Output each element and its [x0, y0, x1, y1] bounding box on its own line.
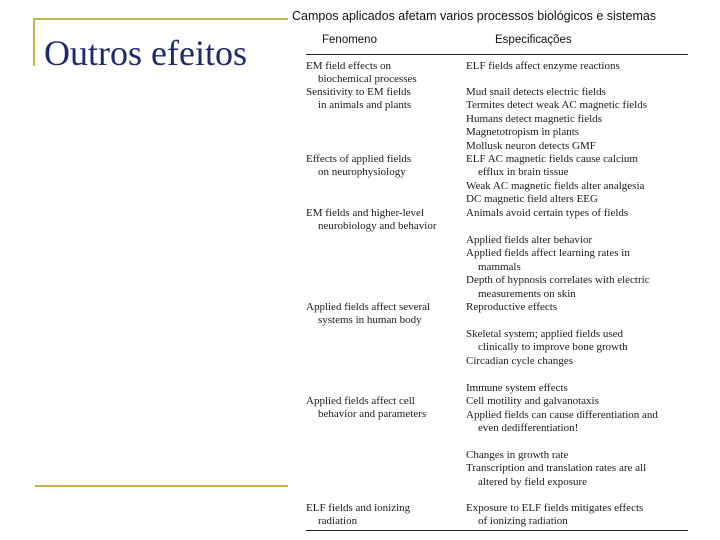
phenomenon-cell — [306, 153, 461, 180]
phenomenon-line: Sensitivity to EM fields — [306, 86, 411, 98]
specification-line: Circadian cycle changes — [466, 354, 573, 367]
specification-line: ELF fields affect enzyme reactions — [466, 60, 620, 72]
specification-line: efflux in brain tissue — [478, 166, 569, 179]
specification-line: mammals — [478, 260, 521, 273]
phenomenon-cell — [306, 86, 461, 113]
specification-group — [466, 328, 688, 368]
specification-line: Applied fields affect learning rates in — [466, 247, 630, 260]
accent-vertical-line — [33, 18, 35, 66]
specification-group — [466, 153, 688, 207]
phenomenon-line: Applied fields affect several — [306, 301, 431, 313]
specification-line: Cell motility and galvanotaxis — [466, 395, 599, 408]
phenomenon-cell — [306, 301, 461, 328]
specification-line: Changes in growth rate — [466, 449, 569, 461]
phenomenon-line: on neurophysiology — [318, 166, 406, 179]
specification-line: measurements on skin — [478, 287, 576, 300]
column-header-phenomenon: Fenomeno — [322, 34, 377, 46]
specification-line: DC magnetic field alters EEG — [466, 193, 598, 206]
phenomenon-line: Applied fields affect cell — [306, 395, 415, 407]
specification-line: Termites detect weak AC magnetic fields — [466, 99, 647, 112]
table-title: Campos aplicados afetam varios processos biológicos e sistemas — [292, 9, 657, 23]
specification-line: Animals avoid certain types of fields — [466, 207, 629, 219]
column-header-specifications: Especificações — [495, 34, 572, 46]
phenomenon-line: EM fields and higher-level — [306, 207, 424, 219]
specification-line: Immune system effects — [466, 382, 568, 394]
specification-group — [466, 502, 688, 529]
phenomenon-line: neurobiology and behavior — [318, 220, 437, 233]
specification-line: ELF AC magnetic fields cause calcium — [466, 153, 638, 165]
specification-line: Reproductive effects — [466, 301, 558, 314]
specification-line: Skeletal system; applied fields used — [466, 328, 624, 340]
specification-line: Exposure to ELF fields mitigates effects — [466, 502, 644, 514]
phenomenon-line: radiation — [318, 515, 358, 528]
phenomenon-cell — [306, 502, 461, 529]
accent-bottom-line — [35, 485, 288, 487]
slide-title: Outros efeitos — [44, 33, 247, 73]
specification-line: altered by field exposure — [478, 475, 588, 488]
specification-line: Applied fields can cause differentiation and — [466, 408, 658, 421]
specification-line: clinically to improve bone growth — [478, 341, 628, 354]
specification-group — [466, 60, 688, 73]
specification-line: Humans detect magnetic fields — [466, 112, 602, 125]
phenomenon-cell — [306, 207, 461, 234]
specification-line: Magnetotropism in plants — [466, 126, 580, 139]
phenomenon-cell — [306, 60, 461, 87]
phenomenon-line: systems in human body — [318, 314, 422, 327]
specification-line: Weak AC magnetic fields alter analgesia — [466, 179, 645, 192]
phenomenon-line: biochemical processes — [318, 73, 417, 86]
specification-group — [466, 86, 688, 153]
table-bottom-rule — [306, 530, 688, 531]
phenomenon-line: ELF fields and ionizing — [306, 502, 411, 514]
phenomenon-line: Effects of applied fields — [306, 153, 412, 165]
phenomenon-line: in animals and plants — [318, 99, 412, 112]
phenomenon-cell — [306, 395, 461, 422]
specification-group — [466, 234, 688, 314]
specification-line: Transcription and translation rates are all — [466, 462, 647, 475]
specification-line: Mollusk neuron detects GMF — [466, 139, 596, 152]
specification-group — [466, 207, 688, 220]
accent-top-line — [33, 18, 288, 20]
table-header-rule — [306, 54, 688, 55]
specification-line: even dedifferentiation! — [478, 422, 579, 435]
specification-line: Depth of hypnosis correlates with electric — [466, 274, 650, 287]
specification-line: Mud snail detects electric fields — [466, 86, 606, 98]
specification-group — [466, 449, 688, 489]
specification-line: Applied fields alter behavior — [466, 234, 593, 246]
specification-group — [466, 382, 688, 436]
phenomenon-line: behavior and parameters — [318, 408, 427, 421]
specification-line: of ionizing radiation — [478, 515, 568, 528]
phenomenon-line: EM field effects on — [306, 60, 392, 72]
